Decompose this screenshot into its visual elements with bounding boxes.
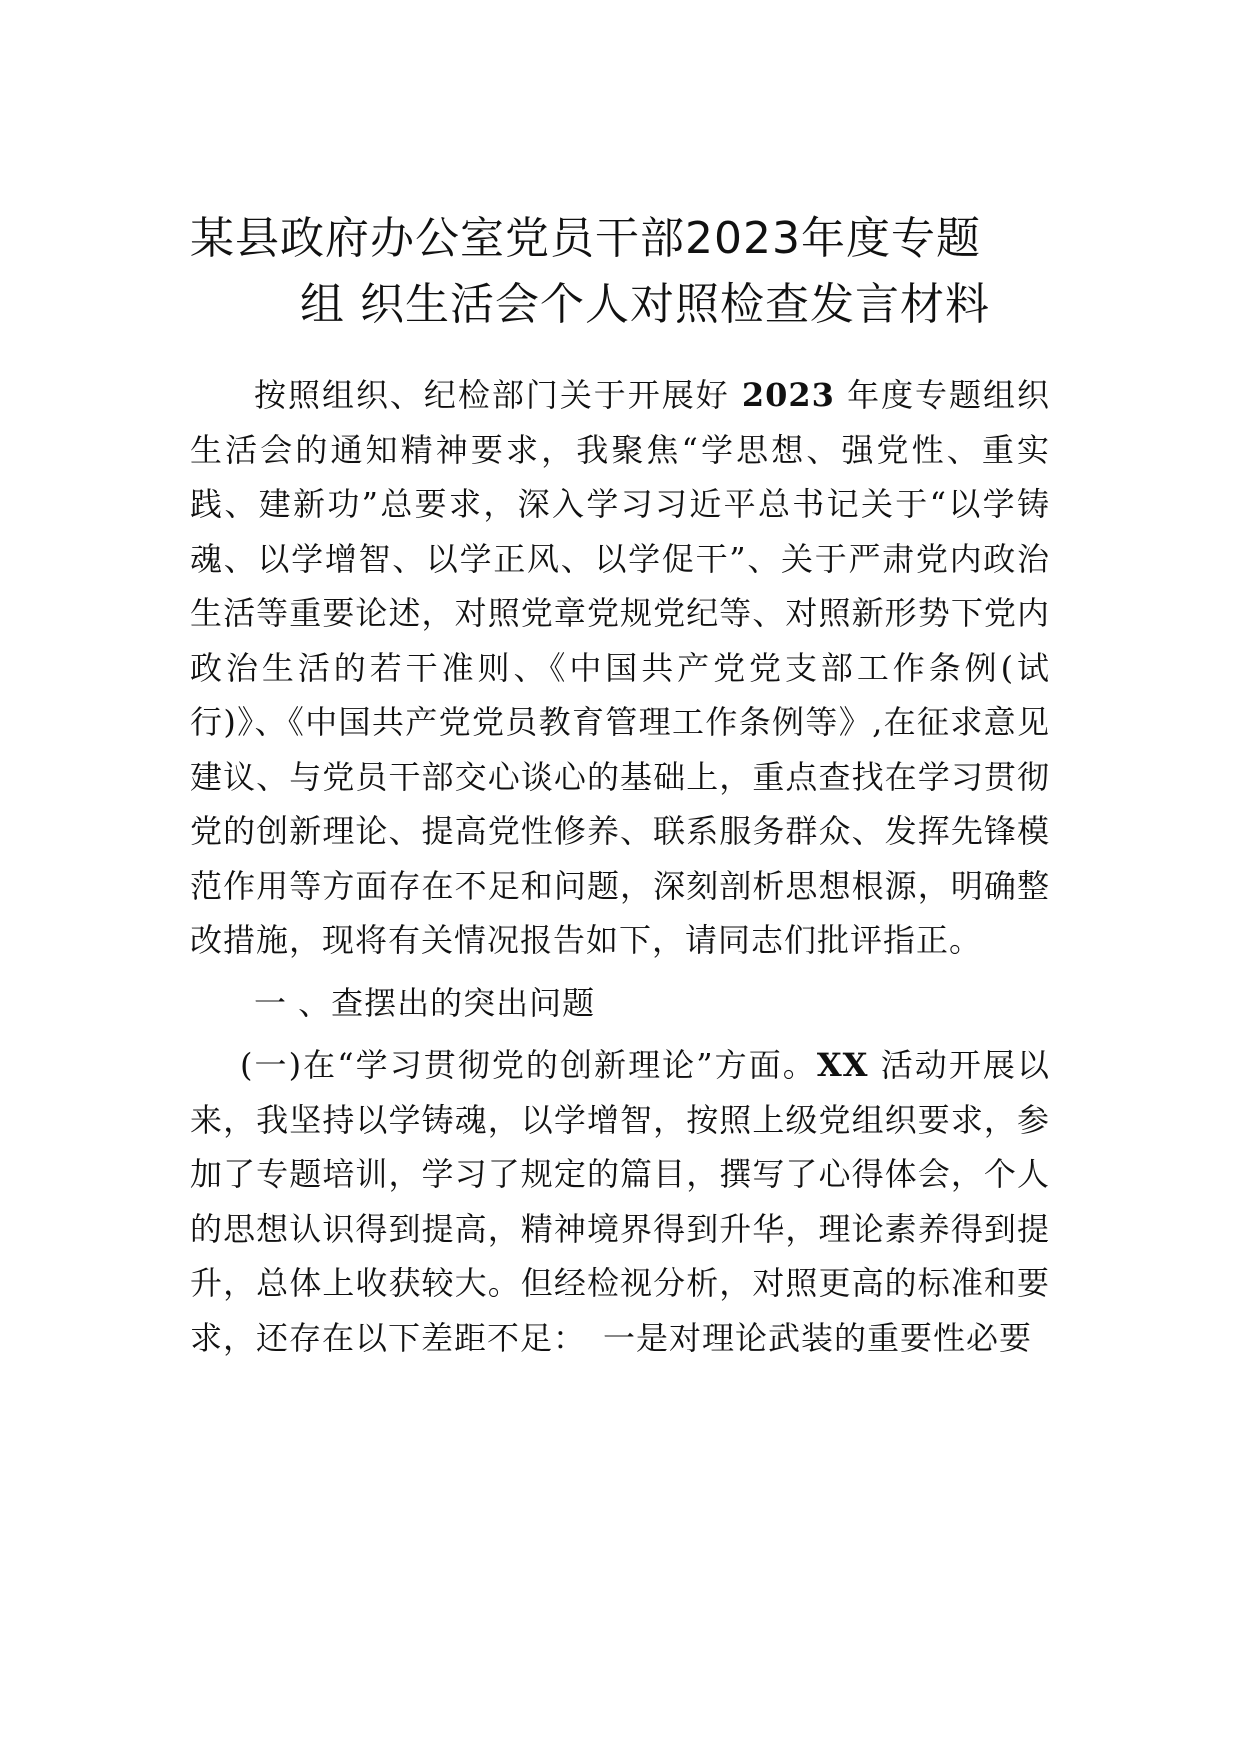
- subsection-text-part2: 活动开展以来，我坚持以学铸魂，以学增智，按照上级党组织要求，参加了专题培训，学习了规定的篇目，撰写了心得体会，个人的思想认识得到提高，精神境界得到升华，理论素养得到提升，总体上收获较大。但经检视分析，对照更高的标准和要求，还存在以下差距不足： 一是对理论武装的重要性必要: [190, 1046, 1050, 1357]
- title-line-1: 某县政府办公室党员干部2023年度专题: [190, 213, 981, 264]
- intro-text-part2: 年度专题组织生活会的通知精神要求，我聚焦“学思想、强党性、重实践、建新功”总要求，深入学习习近平总书记关于“以学铸魂、以学增智、以学正风、以学促干”、关于严肃党内政治生活等重要论述，对照党章党规党纪等、对照新形势下党内政治生活的若干准则、《中国共产党党支部工作条例(试行)》、《中国共产党党员教育管理工作条例等》,在征求意见建议、与党员干部交心谈心的基础上，重点查找在学习贯彻党的创新理论、提高党性修养、联系服务群众、发挥先锋模范作用等方面存在不足和问题，深刻剖析思想根源，明确整改措施，现将有关情况报告如下，请同志们批评指正。: [190, 376, 1050, 959]
- section-heading-1: 一 、查摆出的突出问题: [254, 983, 596, 1022]
- subsection-xx: XX: [816, 1046, 869, 1084]
- intro-year: 2023: [741, 376, 835, 414]
- subsection-paragraph-1: [190, 1038, 1050, 1365]
- intro-text-part1: 按照组织、纪检部门关于开展好: [254, 376, 742, 414]
- subsection-text-part1: (一)在“学习贯彻党的创新理论”方面。: [240, 1046, 817, 1084]
- document-body: [190, 368, 1050, 1365]
- intro-paragraph: [190, 368, 1050, 968]
- document-title: [150, 206, 1090, 338]
- title-line-2: 组 织生活会个人对照检查发言材料: [300, 279, 990, 330]
